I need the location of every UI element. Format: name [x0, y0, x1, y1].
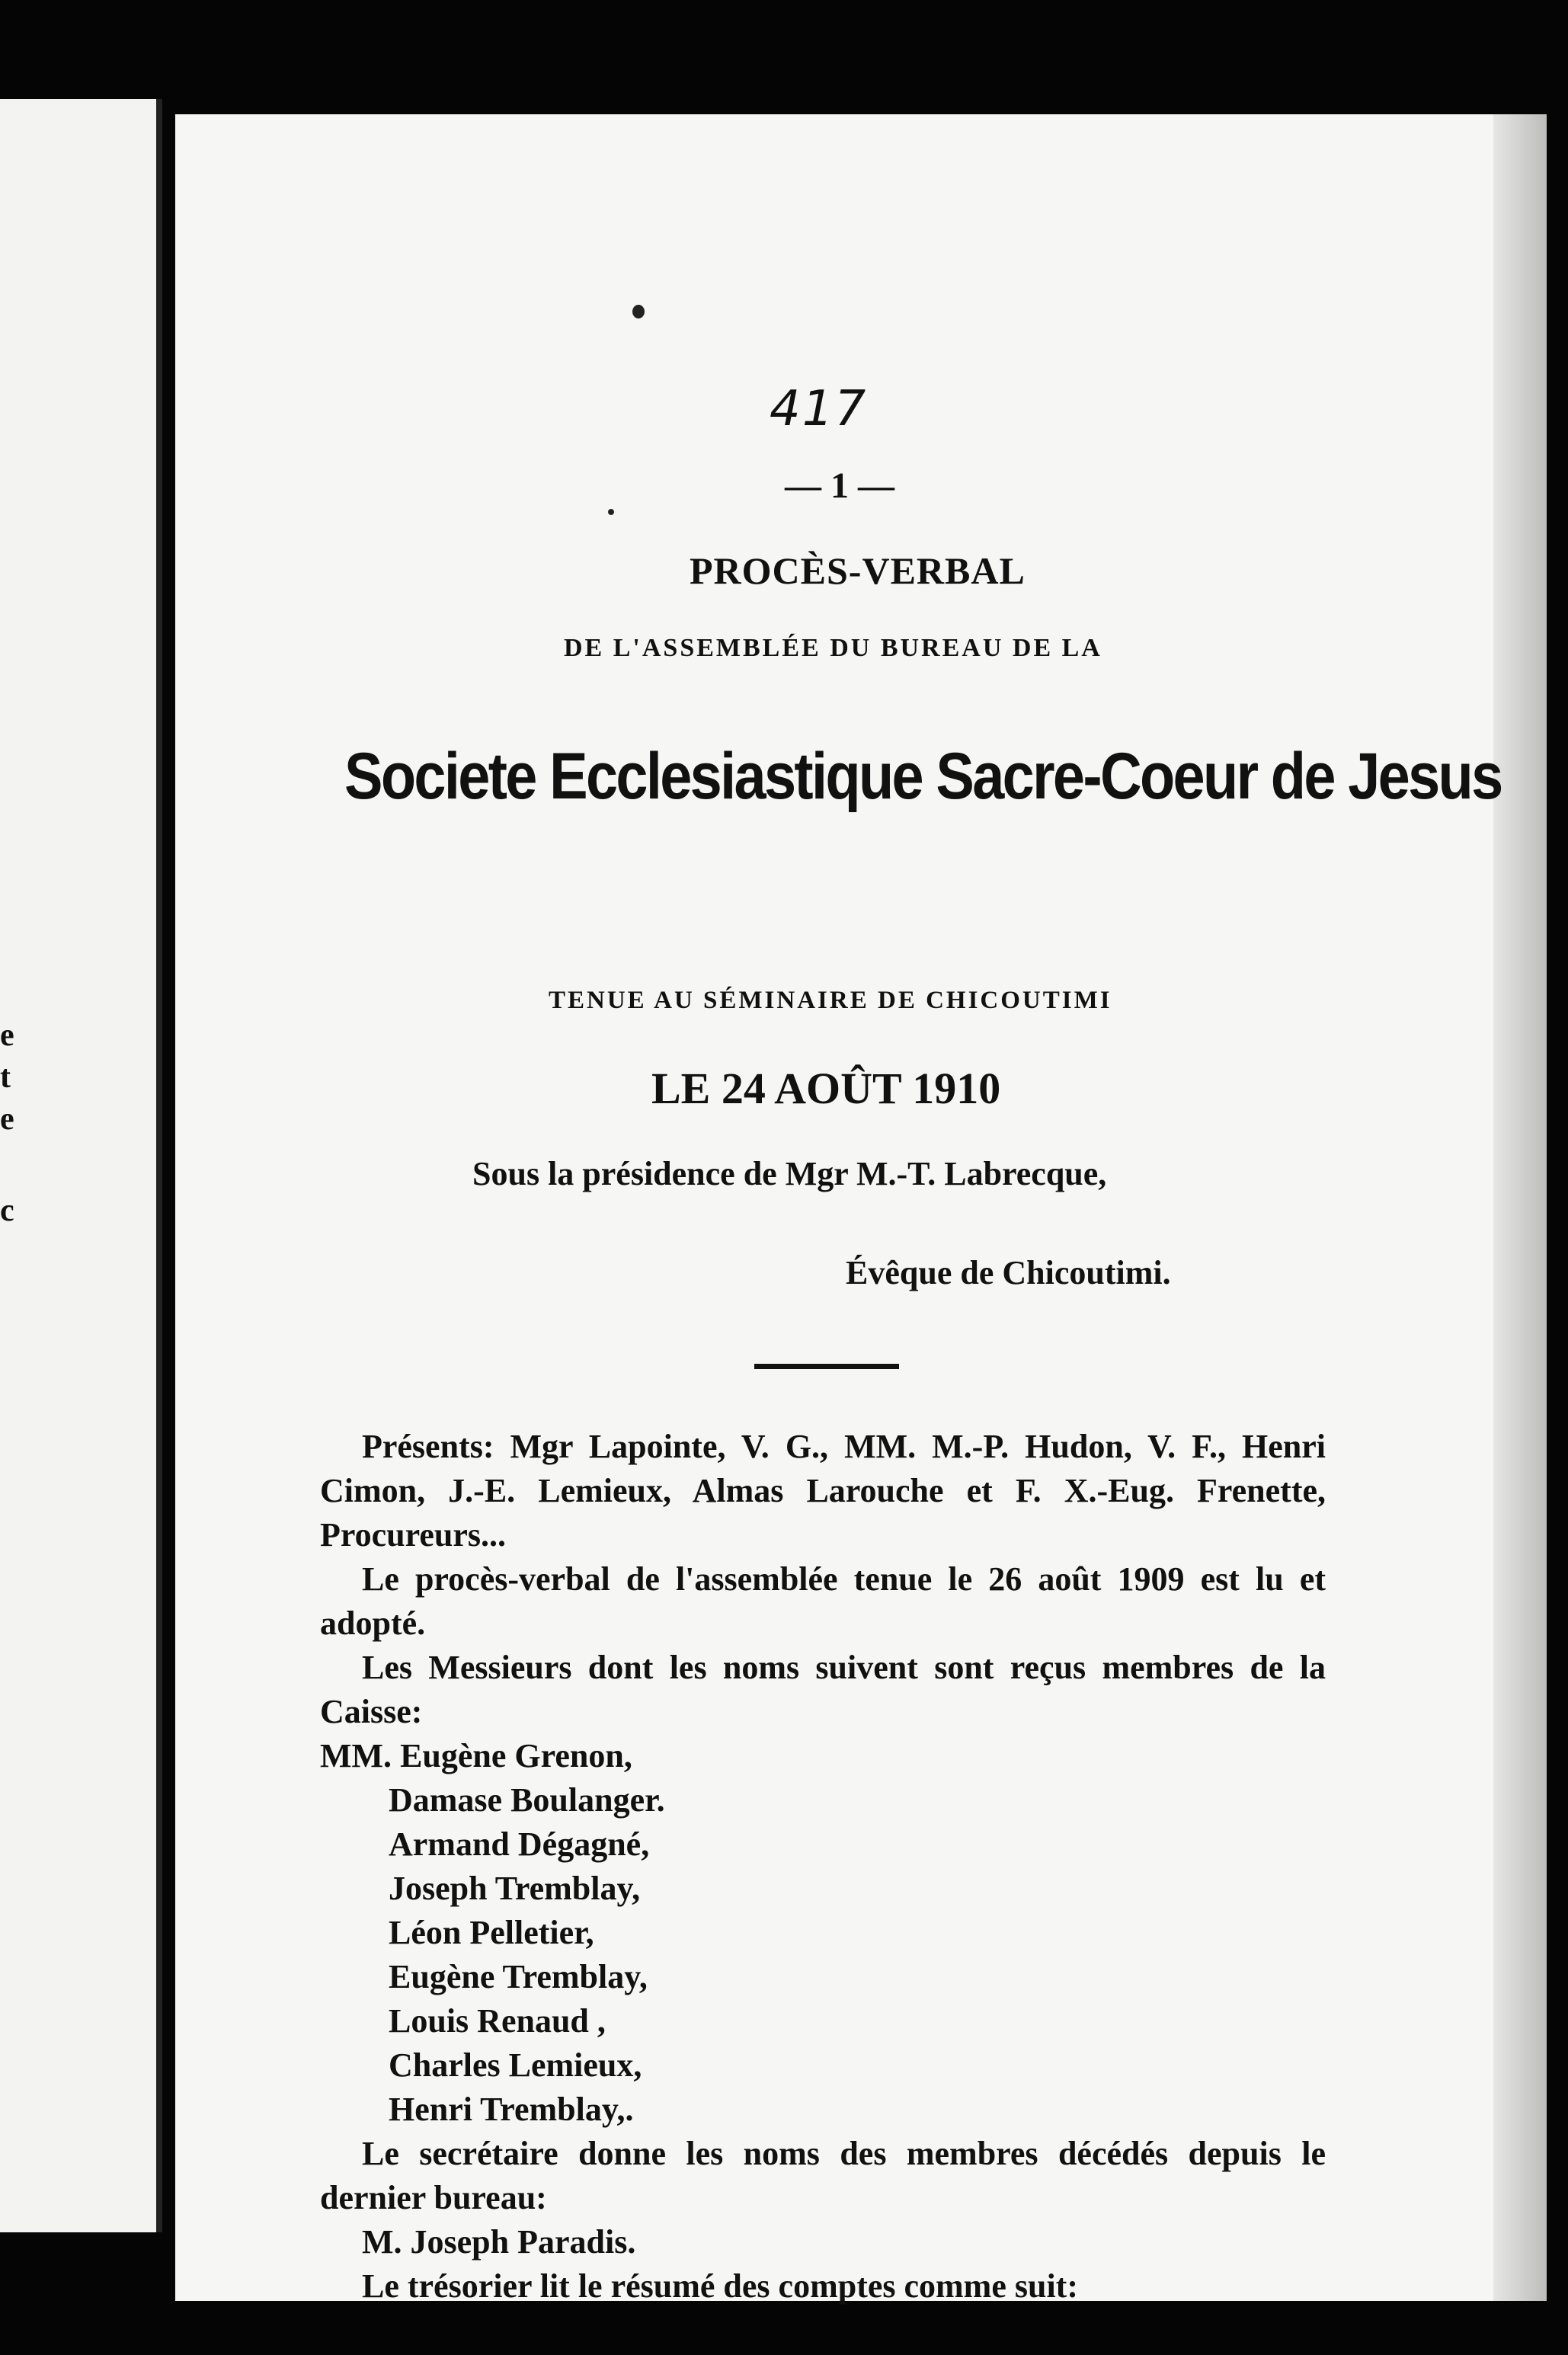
- left-page-edge: [0, 99, 162, 2232]
- meeting-location: TENUE AU SÉMINAIRE DE CHICOUTIMI: [549, 987, 1112, 1014]
- presidence-line: Sous la présidence de Mgr M.-T. Labrecque,: [472, 1155, 1107, 1192]
- deceased-member: M. Joseph Paradis.: [362, 2223, 636, 2261]
- member-name: Louis Renaud ,: [389, 2002, 606, 2040]
- member-name: Armand Dégagné,: [389, 1825, 650, 1863]
- page-shadow: [1493, 114, 1547, 2301]
- member-name: Damase Boulanger.: [389, 1781, 665, 1819]
- member-name: Henri Tremblay,.: [389, 2091, 634, 2128]
- handwritten-page-number: 417: [770, 381, 868, 437]
- member-name: Joseph Tremblay,: [389, 1870, 641, 1907]
- left-page-fragment: t: [0, 1060, 11, 1095]
- members-prefix: MM.: [320, 1737, 392, 1774]
- presents-paragraph: Présents: Mgr Lapointe, V. G., MM. M.-P. Hudon, V. F., Henri Cimon, J.-E. Lemieux, Almas Larouche et F. X.-Eug. Frenette, Procureurs...: [320, 1428, 1326, 1553]
- society-name: Societe Ecclesiastique Sacre-Coeur de Jesus: [344, 740, 1502, 813]
- deceased-intro: Le secrétaire donne les noms des membres décédés depuis le dernier bureau:: [320, 2135, 1326, 2216]
- page-number: — 1 —: [785, 466, 894, 506]
- document-page: [175, 114, 1547, 2305]
- ink-speck: [608, 509, 614, 515]
- member-name: Charles Lemieux,: [389, 2046, 642, 2084]
- left-page-fragment: e: [0, 1102, 14, 1137]
- minutes-body: [320, 1425, 1326, 2309]
- bishop-title: Évêque de Chicoutimi.: [846, 1254, 1171, 1291]
- member-name: Eugène Grenon,: [400, 1737, 632, 1774]
- new-members-list: [320, 1734, 1326, 2132]
- ink-speck: [632, 305, 645, 318]
- document-title: PROCÈS-VERBAL: [690, 549, 1026, 592]
- separator-rule: [754, 1364, 899, 1369]
- minutes-paragraph: Le procès-verbal de l'assemblée tenue le 26 août 1909 est lu et adopté.: [320, 1560, 1326, 1642]
- left-page-fragment: e: [0, 1018, 14, 1053]
- left-page-fragment: c: [0, 1193, 14, 1228]
- treasurer-paragraph: Le trésorier lit le résumé des comptes comme suit:: [362, 2267, 1078, 2305]
- meeting-date: LE 24 AOÛT 1910: [651, 1064, 1001, 1113]
- member-name: Eugène Tremblay,: [389, 1958, 648, 1995]
- new-members-intro: Les Messieurs dont les noms suivent sont reçus membres de la Caisse:: [320, 1649, 1326, 1730]
- document-subtitle: DE L'ASSEMBLÉE DU BUREAU DE LA: [564, 634, 1102, 662]
- member-name: Léon Pelletier,: [389, 1914, 594, 1951]
